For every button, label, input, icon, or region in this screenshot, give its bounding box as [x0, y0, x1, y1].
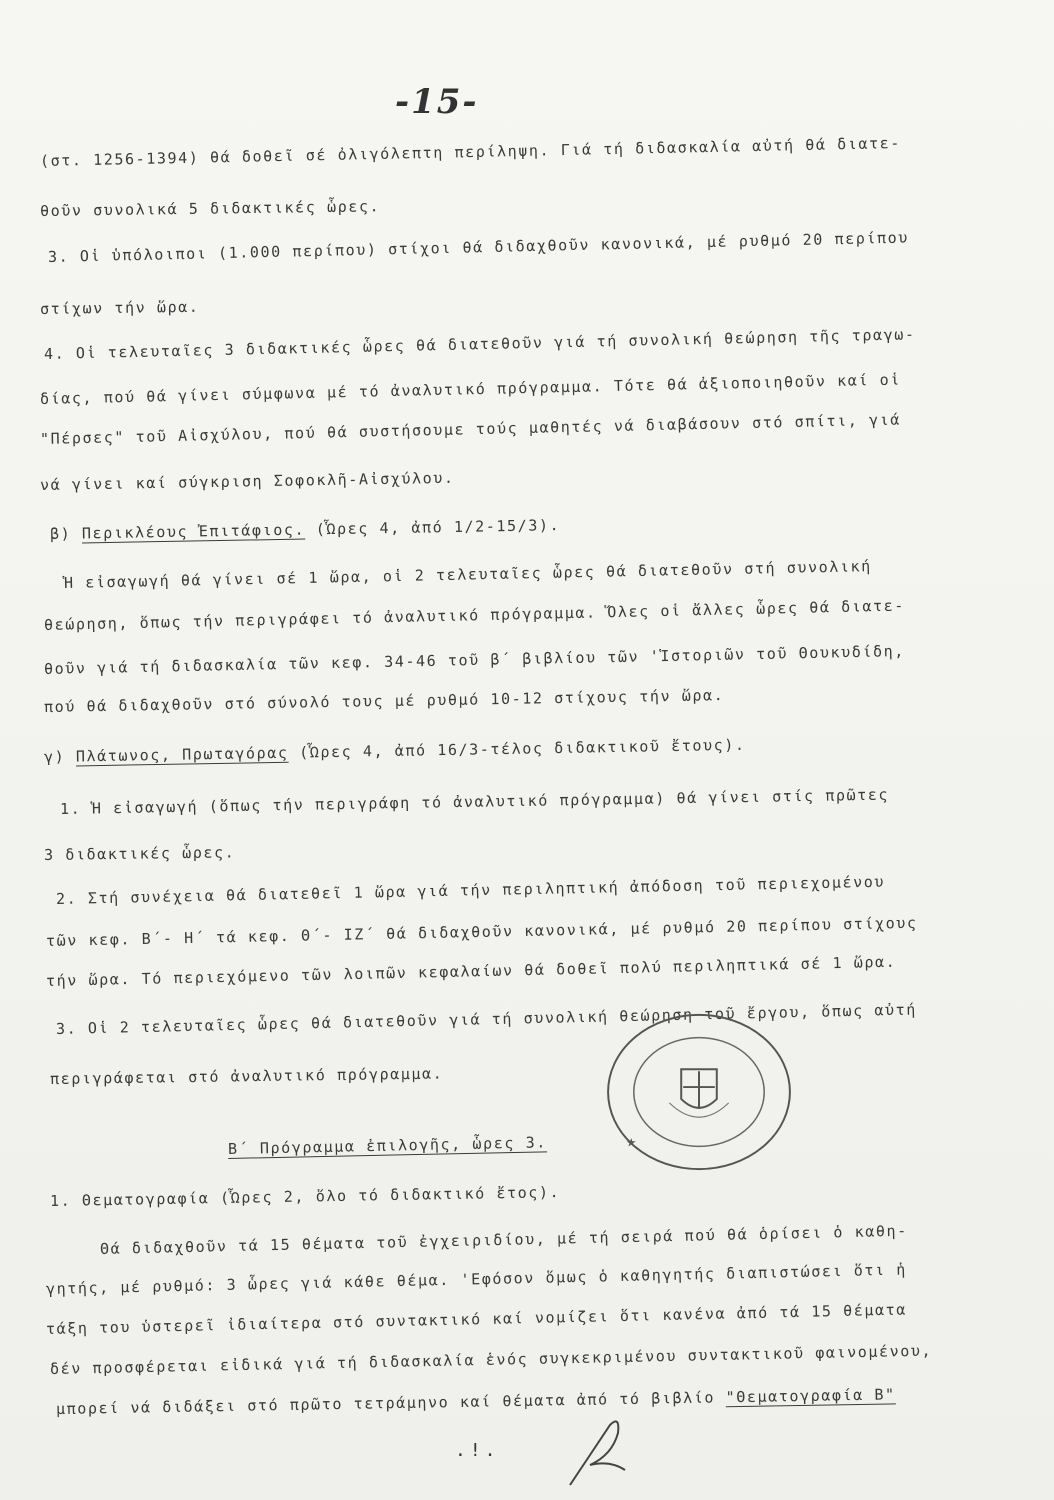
text-line: δέν προσφέρεται εἰδικά γιά τή διδασκαλία ἑνός συγκεκριμένου συντακτικοῦ φαινομένου,	[49, 1341, 933, 1378]
text-line: τήν ὥρα. Τό περιεχόμενο τῶν λοιπῶν κεφαλαίων θά δοθεῖ πολύ περιληπτικά σέ 1 ὥρα.	[45, 952, 897, 990]
text-line: 1. Θεματογραφία (Ὧρες 2, ὅλο τό διδακτικό ἔτος).	[49, 1183, 561, 1210]
section-beta-heading	[50, 516, 561, 543]
text-line: 3. Οἱ 2 τελευταῖες ὧρες θά διατεθοῦν γιά τή συνολική θεώρηση τοῦ ἔργου, ὅπως αὐτή	[55, 1000, 918, 1038]
text-line: Θά διδαχθοῦν τά 15 θέματα τοῦ ἐγχειριδίου, μέ τή σειρά πού θά ὁρίσει ὁ καθη-	[99, 1221, 908, 1258]
official-seal-stamp	[598, 1008, 800, 1176]
section-label: γ)	[43, 747, 77, 766]
text-line: τῶν κεφ. Β΄- Η΄ τά κεφ. Θ΄- ΙΖ΄ θά διδαχθοῦν κανονικά, μέ ρυθμό 20 περίπου στίχους	[45, 913, 918, 950]
program-b-heading: Β΄ Πρόγραμμα ἐπιλογῆς, ὧρες 3.	[227, 1133, 548, 1158]
text-line: 3 διδακτικές ὧρες.	[43, 843, 236, 864]
text-line: πού θά διδαχθοῦν στό σύνολό τους μέ ρυθμό 10-12 στίχους τήν ὥρα.	[43, 686, 725, 716]
text-line: θεώρηση, ὅπως τήν περιγράφει τό ἀναλυτικό πρόγραμμα. Ὅλες οἱ ἄλλες ὧρες θά διατε-	[43, 596, 906, 634]
text-line: 1. Ἡ εἰσαγωγή (ὅπως τήν περιγράφη τό ἀναλυτικό πρόγραμμα) θά γίνει στίς πρῶτες	[59, 785, 890, 818]
signature	[560, 1415, 640, 1495]
section-label: β)	[49, 524, 83, 543]
text-line: νά γίνει καί σύγκριση Σοφοκλῆ-Αἰσχύλου.	[39, 468, 455, 494]
hours-note: (Ὧρες 4, ἀπό 1/2-15/3).	[304, 516, 561, 539]
text-line: "Πέρσες" τοῦ Αἰσχύλου, πού θά συστήσουμε τούς μαθητές νά διαβάσουν στό σπίτι, γιά	[39, 410, 902, 448]
text-line: (στ. 1256-1394) θά δοθεῖ σέ ὀλιγόλεπτη περίληψη. Γιά τή διδασκαλία αὐτή θά διατε-	[39, 133, 902, 170]
text-line: περιγράφεται στό ἀναλυτικό πρόγραμμα.	[49, 1064, 444, 1088]
work-title: Πλάτωνος, Πρωταγόρας	[75, 743, 289, 766]
text-line: δίας, πού θά γίνει σύμφωνα μέ τό ἀναλυτικό πρόγραμμα. Τότε θά ἀξιοποιηθοῦν καί οἱ	[39, 370, 902, 408]
text-line: Ἡ εἰσαγωγή θά γίνει σέ 1 ὥρα, οἱ 2 τελευταῖες ὧρες θά διατεθοῦν στή συνολική	[63, 557, 872, 592]
svg-text:★: ★	[625, 1135, 637, 1150]
text-line: θοῦν γιά τή διδασκαλία τῶν κεφ. 34-46 τοῦ β΄ βιβλίου τῶν 'Ἱστοριῶν τοῦ Θουκυδίδη,	[43, 641, 906, 678]
text-segment: μπορεί νά διδάξει στό πρῶτο τετράμηνο καί θέματα ἀπό τό βιβλίο	[55, 1388, 726, 1418]
text-line: 4. Οἱ τελευταῖες 3 διδακτικές ὧρες θά διατεθοῦν γιά τή συνολική θεώρηση τῆς τραγω-	[43, 325, 916, 363]
book-title: "Θεματογραφία Β"	[725, 1385, 896, 1407]
work-title: Περικλέους Ἐπιτάφιος.	[81, 520, 306, 543]
footer-mark: .!.	[455, 1440, 500, 1461]
page-number: -15-	[395, 82, 479, 122]
text-line	[56, 1385, 896, 1418]
text-line: γητής, μέ ρυθμό: 3 ὧρες γιά κάθε θέμα. 'Εφόσον ὅμως ὁ καθηγητής διαπιστώσει ὅτι ἡ	[45, 1260, 908, 1298]
text-line: τάξη του ὑστερεῖ ἰδιαίτερα στό συντακτικό καί νομίζει ὅτι κανένα ἀπό τά 15 θέματα	[45, 1300, 908, 1338]
text-line: 2. Στή συνέχεια θά διατεθεῖ 1 ὥρα γιά τήν περιληπτική ἀπόδοση τοῦ περιεχομένου	[55, 872, 886, 908]
hours-note: (Ὧρες 4, ἀπό 16/3-τέλος διδακτικοῦ ἔτους).	[288, 735, 746, 762]
text-line: θοῦν συνολικά 5 διδακτικές ὧρες.	[39, 197, 381, 220]
seal-icon	[598, 1008, 800, 1176]
text-line: 3. Οἱ ὑπόλοιποι (1.000 περίπου) στίχοι θά διδαχθοῦν κανονικά, μέ ρυθμό 20 περίπου	[47, 228, 910, 266]
text-line: στίχων τήν ὥρα.	[39, 297, 200, 318]
section-gamma-heading	[44, 736, 746, 766]
